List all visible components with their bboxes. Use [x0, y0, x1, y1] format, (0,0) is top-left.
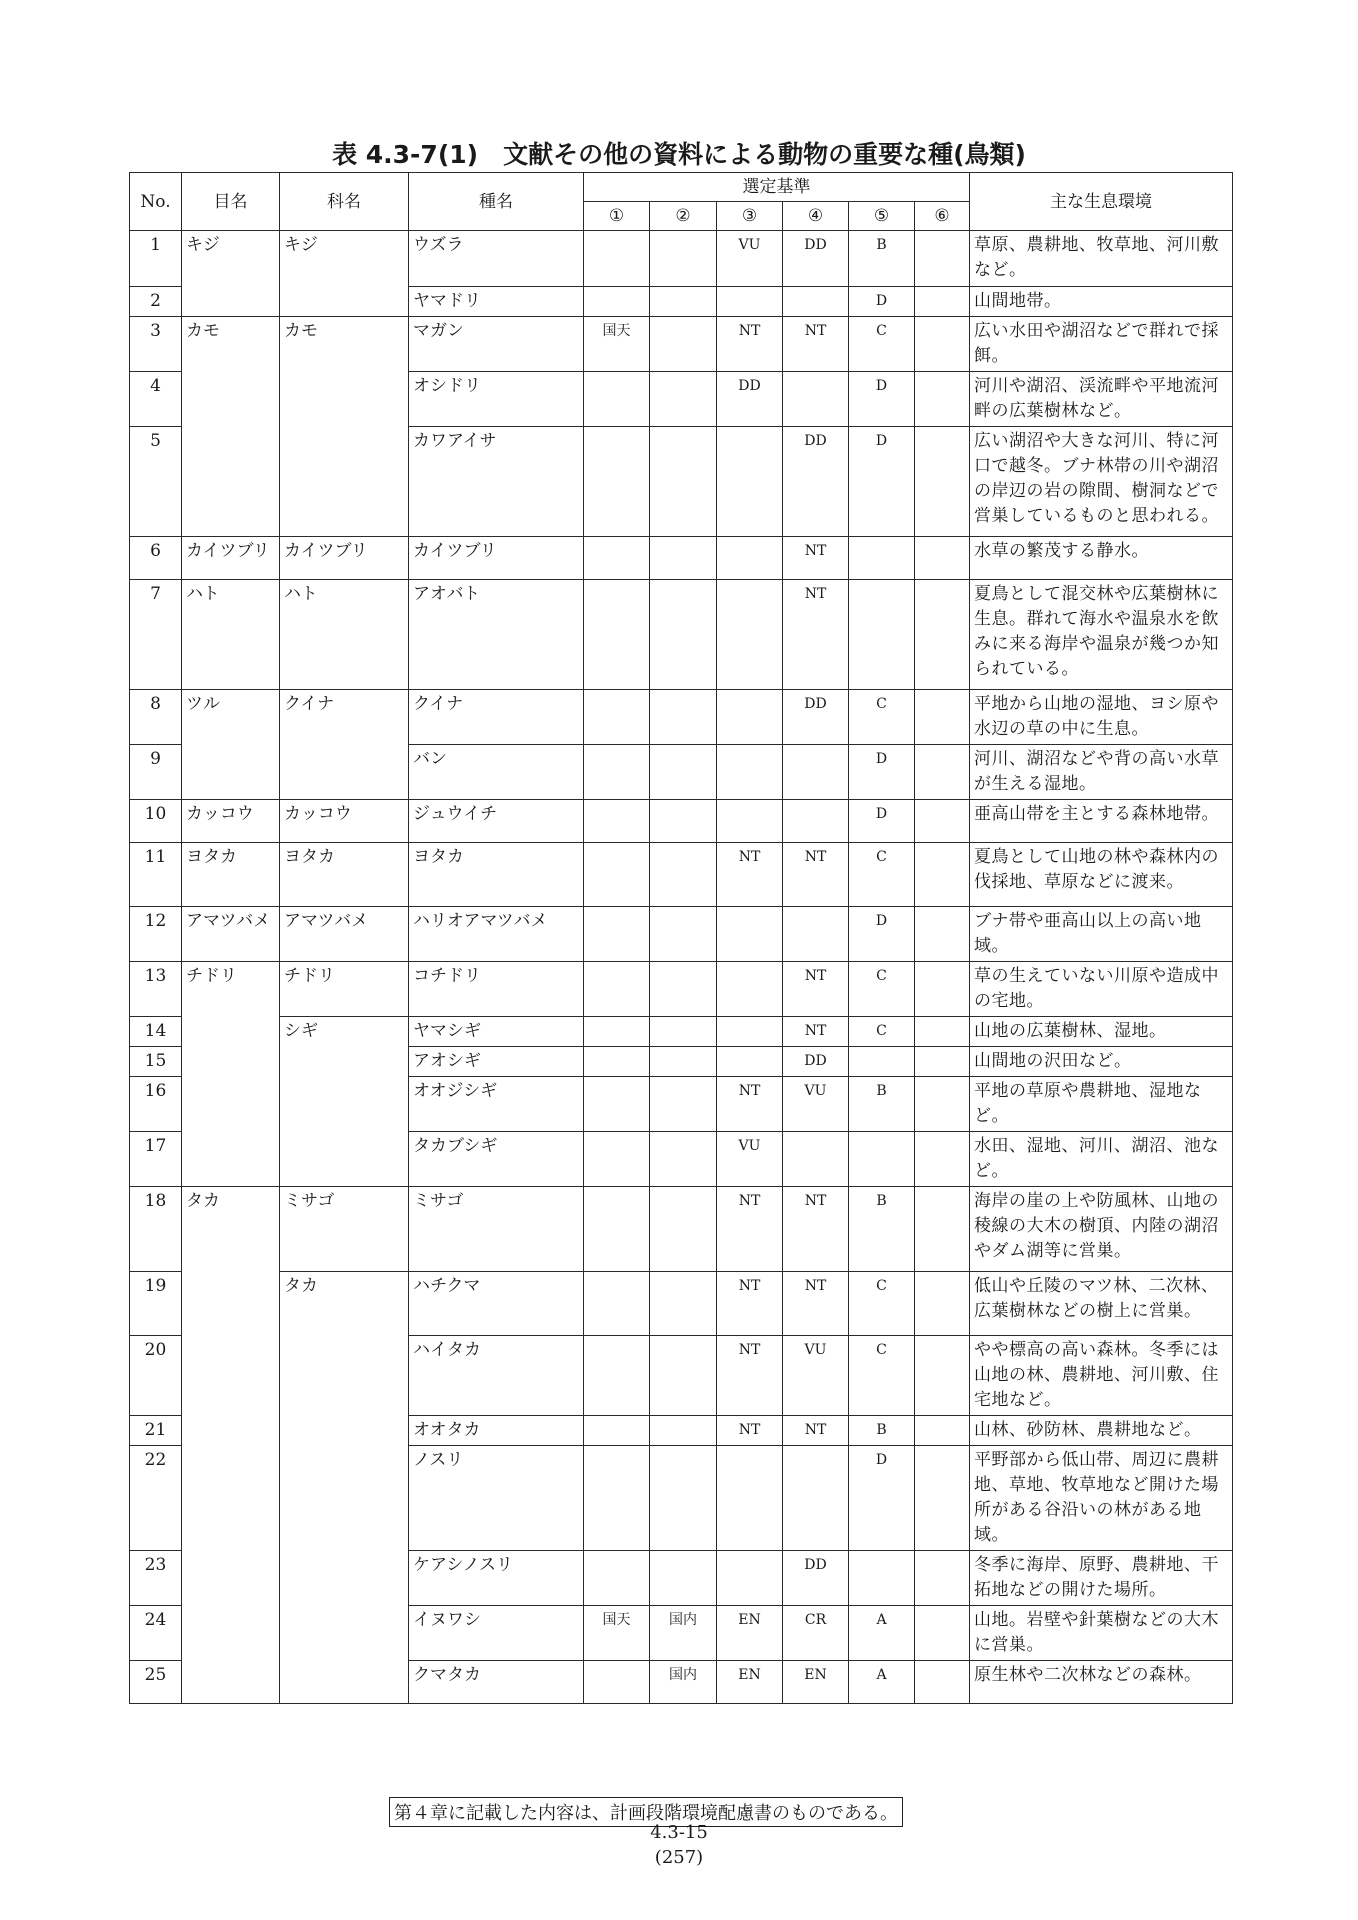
cell-criterion-1 — [584, 1017, 650, 1047]
cell-criterion-5 — [849, 1047, 915, 1077]
cell-criterion-6 — [915, 427, 970, 537]
cell-order: ハト — [182, 580, 280, 690]
cell-criterion-4: NT — [783, 1017, 849, 1047]
cell-criterion-6 — [915, 800, 970, 843]
cell-species: ハチクマ — [409, 1272, 584, 1336]
cell-family: タカ — [280, 1272, 409, 1704]
cell-criterion-2 — [650, 962, 717, 1017]
cell-no: 23 — [130, 1551, 182, 1606]
cell-criterion-4: VU — [783, 1077, 849, 1132]
cell-family: カッコウ — [280, 800, 409, 843]
cell-family: カイツブリ — [280, 537, 409, 580]
cell-criterion-1 — [584, 287, 650, 317]
cell-habitat: 広い水田や湖沼などで群れで採餌。 — [970, 317, 1233, 372]
cell-no: 22 — [130, 1446, 182, 1551]
cell-criterion-3: DD — [717, 372, 783, 427]
cell-criterion-4: DD — [783, 231, 849, 287]
cell-habitat: 海岸の崖の上や防風林、山地の稜線の大木の樹頂、内陸の湖沼やダム湖等に営巣。 — [970, 1187, 1233, 1272]
cell-criterion-2 — [650, 1551, 717, 1606]
cell-criterion-5: B — [849, 1077, 915, 1132]
cell-criterion-3 — [717, 580, 783, 690]
page-number: 4.3-15 — [650, 1822, 708, 1843]
cell-criterion-5 — [849, 537, 915, 580]
cell-species: ヤマシギ — [409, 1017, 584, 1047]
cell-habitat: 原生林や二次林などの森林。 — [970, 1661, 1233, 1704]
cell-criterion-4: NT — [783, 580, 849, 690]
cell-habitat: 亜高山帯を主とする森林地帯。 — [970, 800, 1233, 843]
table-row — [130, 231, 1233, 287]
cell-criterion-2 — [650, 800, 717, 843]
cell-species: マガン — [409, 317, 584, 372]
cell-habitat: 河川や湖沼、渓流畔や平地流河畔の広葉樹林など。 — [970, 372, 1233, 427]
cell-criterion-5: C — [849, 690, 915, 745]
cell-habitat: 草原、農耕地、牧草地、河川敷など。 — [970, 231, 1233, 287]
table-row — [130, 1272, 1233, 1336]
cell-criterion-4: DD — [783, 690, 849, 745]
cell-habitat: 山林、砂防林、農耕地など。 — [970, 1416, 1233, 1446]
cell-criterion-1 — [584, 1336, 650, 1416]
cell-criterion-3 — [717, 800, 783, 843]
cell-criterion-4: NT — [783, 962, 849, 1017]
cell-criterion-5: C — [849, 317, 915, 372]
cell-criterion-4: DD — [783, 1047, 849, 1077]
cell-criterion-6 — [915, 1336, 970, 1416]
header-criterion-3: ③ — [717, 202, 783, 231]
cell-species: タカブシギ — [409, 1132, 584, 1187]
cell-criterion-2 — [650, 580, 717, 690]
species-table — [129, 172, 1233, 1704]
cell-species: オオタカ — [409, 1416, 584, 1446]
cell-criterion-4 — [783, 800, 849, 843]
cell-no: 8 — [130, 690, 182, 745]
cell-no: 1 — [130, 231, 182, 287]
cell-criterion-6 — [915, 1446, 970, 1551]
cell-criterion-6 — [915, 317, 970, 372]
cell-criterion-5: D — [849, 372, 915, 427]
cell-criterion-1 — [584, 537, 650, 580]
cell-criterion-6 — [915, 372, 970, 427]
cell-habitat: 平地の草原や農耕地、湿地など。 — [970, 1077, 1233, 1132]
cell-family: クイナ — [280, 690, 409, 800]
cell-criterion-6 — [915, 231, 970, 287]
cell-criterion-3 — [717, 427, 783, 537]
cell-criterion-6 — [915, 1017, 970, 1047]
cell-criterion-1 — [584, 1272, 650, 1336]
cell-criterion-2: 国内 — [650, 1606, 717, 1661]
cell-criterion-4: NT — [783, 843, 849, 907]
header-order: 目名 — [182, 173, 280, 231]
cell-criterion-1 — [584, 745, 650, 800]
cell-criterion-3: VU — [717, 231, 783, 287]
cell-species: アオバト — [409, 580, 584, 690]
cell-criterion-6 — [915, 1077, 970, 1132]
cell-no: 21 — [130, 1416, 182, 1446]
cell-criterion-3 — [717, 745, 783, 800]
cell-criterion-3: EN — [717, 1661, 783, 1704]
header-family: 科名 — [280, 173, 409, 231]
cell-habitat: 夏鳥として山地の林や森林内の伐採地、草原などに渡来。 — [970, 843, 1233, 907]
cell-criterion-3: EN — [717, 1606, 783, 1661]
cell-criterion-4 — [783, 287, 849, 317]
cell-order: チドリ — [182, 962, 280, 1187]
chapter-note: 第４章に記載した内容は、計画段階環境配慮書のものである。 — [389, 1797, 903, 1827]
cell-criterion-2 — [650, 317, 717, 372]
cell-criterion-5 — [849, 1551, 915, 1606]
cell-criterion-5: D — [849, 800, 915, 843]
cell-criterion-2: 国内 — [650, 1661, 717, 1704]
cell-criterion-3: NT — [717, 1187, 783, 1272]
table-body — [130, 231, 1233, 1704]
cell-criterion-6 — [915, 1132, 970, 1187]
cell-species: ケアシノスリ — [409, 1551, 584, 1606]
cell-no: 5 — [130, 427, 182, 537]
cell-order: カイツブリ — [182, 537, 280, 580]
table-title: 表 4.3-7(1) 文献その他の資料による動物の重要な種(鳥類) — [332, 140, 1026, 169]
cell-criterion-5 — [849, 580, 915, 690]
cell-criterion-3 — [717, 690, 783, 745]
table-row — [130, 317, 1233, 372]
cell-criterion-5: C — [849, 1336, 915, 1416]
cell-species: カワアイサ — [409, 427, 584, 537]
cell-species: オオジシギ — [409, 1077, 584, 1132]
cell-criterion-1 — [584, 1416, 650, 1446]
table-row — [130, 537, 1233, 580]
cell-criterion-3: NT — [717, 1416, 783, 1446]
cell-criterion-3 — [717, 1047, 783, 1077]
cell-habitat: 草の生えていない川原や造成中の宅地。 — [970, 962, 1233, 1017]
cell-criterion-1 — [584, 962, 650, 1017]
cell-criterion-1 — [584, 1077, 650, 1132]
cell-family: シギ — [280, 1017, 409, 1187]
cell-criterion-2 — [650, 372, 717, 427]
header-criterion-5: ⑤ — [849, 202, 915, 231]
cell-criterion-4 — [783, 745, 849, 800]
cell-criterion-1 — [584, 231, 650, 287]
cell-criterion-1 — [584, 372, 650, 427]
cell-no: 19 — [130, 1272, 182, 1336]
cell-order: ツル — [182, 690, 280, 800]
cell-criterion-1 — [584, 1132, 650, 1187]
cell-criterion-1 — [584, 907, 650, 962]
cell-criterion-1: 国天 — [584, 1606, 650, 1661]
table-row — [130, 800, 1233, 843]
cell-order: タカ — [182, 1187, 280, 1704]
page-number-total: (257) — [654, 1847, 704, 1868]
cell-criterion-4 — [783, 1132, 849, 1187]
cell-criterion-4: CR — [783, 1606, 849, 1661]
cell-criterion-4 — [783, 1446, 849, 1551]
cell-criterion-2 — [650, 231, 717, 287]
cell-criterion-5: D — [849, 287, 915, 317]
cell-criterion-6 — [915, 1551, 970, 1606]
cell-criterion-4: NT — [783, 1187, 849, 1272]
cell-criterion-6 — [915, 745, 970, 800]
header-criterion-1: ① — [584, 202, 650, 231]
cell-order: ヨタカ — [182, 843, 280, 907]
cell-criterion-2 — [650, 537, 717, 580]
cell-species: オシドリ — [409, 372, 584, 427]
cell-order: アマツバメ — [182, 907, 280, 962]
cell-order: カモ — [182, 317, 280, 537]
cell-criterion-3: NT — [717, 1336, 783, 1416]
cell-criterion-2 — [650, 1077, 717, 1132]
cell-species: ハリオアマツバメ — [409, 907, 584, 962]
cell-species: バン — [409, 745, 584, 800]
cell-criterion-2 — [650, 690, 717, 745]
cell-criterion-5: C — [849, 1272, 915, 1336]
cell-species: クマタカ — [409, 1661, 584, 1704]
cell-no: 24 — [130, 1606, 182, 1661]
cell-order: カッコウ — [182, 800, 280, 843]
header-habitat: 主な生息環境 — [970, 173, 1233, 231]
cell-criterion-2 — [650, 1047, 717, 1077]
cell-species: イヌワシ — [409, 1606, 584, 1661]
header-criterion-6: ⑥ — [915, 202, 970, 231]
cell-criterion-3 — [717, 907, 783, 962]
cell-criterion-6 — [915, 1661, 970, 1704]
cell-species: ウズラ — [409, 231, 584, 287]
cell-criterion-4: EN — [783, 1661, 849, 1704]
cell-family: チドリ — [280, 962, 409, 1017]
cell-criterion-3 — [717, 287, 783, 317]
table-row — [130, 907, 1233, 962]
cell-criterion-6 — [915, 843, 970, 907]
cell-criterion-3 — [717, 1017, 783, 1047]
cell-criterion-5: C — [849, 843, 915, 907]
header-criteria: 選定基準 — [584, 173, 970, 202]
cell-criterion-5: D — [849, 745, 915, 800]
cell-criterion-2 — [650, 1272, 717, 1336]
cell-criterion-4: VU — [783, 1336, 849, 1416]
cell-criterion-2 — [650, 907, 717, 962]
cell-no: 10 — [130, 800, 182, 843]
cell-criterion-6 — [915, 962, 970, 1017]
header-criterion-4: ④ — [783, 202, 849, 231]
table-row — [130, 580, 1233, 690]
table-row — [130, 1187, 1233, 1272]
cell-no: 11 — [130, 843, 182, 907]
cell-habitat: 河川、湖沼などや背の高い水草が生える湿地。 — [970, 745, 1233, 800]
cell-no: 3 — [130, 317, 182, 372]
cell-criterion-2 — [650, 287, 717, 317]
cell-criterion-2 — [650, 1336, 717, 1416]
cell-no: 9 — [130, 745, 182, 800]
cell-no: 12 — [130, 907, 182, 962]
cell-habitat: 水田、湿地、河川、湖沼、池など。 — [970, 1132, 1233, 1187]
cell-criterion-5: D — [849, 1446, 915, 1551]
cell-criterion-4: NT — [783, 1416, 849, 1446]
cell-no: 2 — [130, 287, 182, 317]
cell-criterion-5: C — [849, 1017, 915, 1047]
table-row — [130, 1017, 1233, 1047]
cell-habitat: 山間地の沢田など。 — [970, 1047, 1233, 1077]
cell-habitat: 水草の繁茂する静水。 — [970, 537, 1233, 580]
cell-no: 4 — [130, 372, 182, 427]
cell-no: 16 — [130, 1077, 182, 1132]
cell-criterion-3: NT — [717, 843, 783, 907]
cell-criterion-5: B — [849, 1187, 915, 1272]
cell-family: カモ — [280, 317, 409, 537]
cell-criterion-6 — [915, 690, 970, 745]
cell-habitat: 平野部から低山帯、周辺に農耕地、草地、牧草地など開けた場所がある谷沿いの林がある地域。 — [970, 1446, 1233, 1551]
cell-criterion-4: NT — [783, 1272, 849, 1336]
cell-criterion-1 — [584, 1661, 650, 1704]
cell-family: ミサゴ — [280, 1187, 409, 1272]
cell-order: キジ — [182, 231, 280, 317]
cell-species: コチドリ — [409, 962, 584, 1017]
cell-criterion-6 — [915, 537, 970, 580]
cell-criterion-1 — [584, 1187, 650, 1272]
cell-criterion-3 — [717, 962, 783, 1017]
cell-criterion-4 — [783, 372, 849, 427]
cell-criterion-5: D — [849, 907, 915, 962]
cell-species: カイツブリ — [409, 537, 584, 580]
cell-no: 17 — [130, 1132, 182, 1187]
cell-species: ノスリ — [409, 1446, 584, 1551]
cell-criterion-1 — [584, 427, 650, 537]
cell-criterion-6 — [915, 580, 970, 690]
cell-criterion-2 — [650, 843, 717, 907]
cell-habitat: 低山や丘陵のマツ林、二次林、広葉樹林などの樹上に営巣。 — [970, 1272, 1233, 1336]
cell-criterion-1 — [584, 843, 650, 907]
cell-criterion-4: NT — [783, 317, 849, 372]
cell-no: 25 — [130, 1661, 182, 1704]
cell-family: ハト — [280, 580, 409, 690]
cell-criterion-3 — [717, 537, 783, 580]
cell-criterion-2 — [650, 1132, 717, 1187]
cell-species: クイナ — [409, 690, 584, 745]
cell-criterion-1 — [584, 1047, 650, 1077]
cell-habitat: 冬季に海岸、原野、農耕地、干拓地などの開けた場所。 — [970, 1551, 1233, 1606]
cell-habitat: 山地。岩壁や針葉樹などの大木に営巣。 — [970, 1606, 1233, 1661]
cell-no: 6 — [130, 537, 182, 580]
header-no: No. — [130, 173, 182, 231]
cell-criterion-6 — [915, 1272, 970, 1336]
cell-criterion-1 — [584, 1551, 650, 1606]
cell-family: ヨタカ — [280, 843, 409, 907]
cell-criterion-2 — [650, 745, 717, 800]
cell-criterion-2 — [650, 1017, 717, 1047]
table-row — [130, 962, 1233, 1017]
cell-criterion-2 — [650, 427, 717, 537]
cell-criterion-4: DD — [783, 427, 849, 537]
cell-criterion-1: 国天 — [584, 317, 650, 372]
cell-criterion-4: DD — [783, 1551, 849, 1606]
cell-no: 7 — [130, 580, 182, 690]
table-row — [130, 843, 1233, 907]
cell-family: アマツバメ — [280, 907, 409, 962]
cell-criterion-3: NT — [717, 1272, 783, 1336]
cell-criterion-2 — [650, 1446, 717, 1551]
cell-criterion-3: NT — [717, 1077, 783, 1132]
cell-criterion-6 — [915, 1047, 970, 1077]
cell-no: 20 — [130, 1336, 182, 1416]
header-criterion-2: ② — [650, 202, 717, 231]
cell-criterion-6 — [915, 287, 970, 317]
cell-habitat: 平地から山地の湿地、ヨシ原や水辺の草の中に生息。 — [970, 690, 1233, 745]
cell-criterion-6 — [915, 1606, 970, 1661]
cell-habitat: 夏鳥として混交林や広葉樹林に生息。群れて海水や温泉水を飲みに来る海岸や温泉が幾つか知られている。 — [970, 580, 1233, 690]
cell-species: ヨタカ — [409, 843, 584, 907]
cell-criterion-4: NT — [783, 537, 849, 580]
cell-criterion-6 — [915, 1416, 970, 1446]
cell-criterion-5: A — [849, 1661, 915, 1704]
cell-criterion-1 — [584, 580, 650, 690]
cell-criterion-3 — [717, 1551, 783, 1606]
cell-criterion-5: C — [849, 962, 915, 1017]
cell-criterion-5: B — [849, 231, 915, 287]
cell-criterion-3: NT — [717, 317, 783, 372]
cell-species: アオシギ — [409, 1047, 584, 1077]
cell-habitat: やや標高の高い森林。冬季には山地の林、農耕地、河川敷、住宅地など。 — [970, 1336, 1233, 1416]
cell-species: ミサゴ — [409, 1187, 584, 1272]
cell-habitat: ブナ帯や亜高山以上の高い地域。 — [970, 907, 1233, 962]
cell-species: ハイタカ — [409, 1336, 584, 1416]
cell-criterion-5: B — [849, 1416, 915, 1446]
cell-no: 13 — [130, 962, 182, 1017]
cell-no: 18 — [130, 1187, 182, 1272]
cell-no: 14 — [130, 1017, 182, 1047]
cell-criterion-5 — [849, 1132, 915, 1187]
cell-criterion-1 — [584, 800, 650, 843]
cell-no: 15 — [130, 1047, 182, 1077]
cell-criterion-3: VU — [717, 1132, 783, 1187]
cell-criterion-6 — [915, 907, 970, 962]
cell-criterion-6 — [915, 1187, 970, 1272]
header-species: 種名 — [409, 173, 584, 231]
cell-criterion-4 — [783, 907, 849, 962]
cell-criterion-1 — [584, 690, 650, 745]
cell-criterion-5: D — [849, 427, 915, 537]
cell-habitat: 山地の広葉樹林、湿地。 — [970, 1017, 1233, 1047]
cell-species: ジュウイチ — [409, 800, 584, 843]
cell-criterion-5: A — [849, 1606, 915, 1661]
cell-family: キジ — [280, 231, 409, 317]
cell-species: ヤマドリ — [409, 287, 584, 317]
cell-habitat: 山間地帯。 — [970, 287, 1233, 317]
cell-criterion-2 — [650, 1416, 717, 1446]
cell-habitat: 広い湖沼や大きな河川、特に河口で越冬。ブナ林帯の川や湖沼の岸辺の岩の隙間、樹洞などで営巣しているものと思われる。 — [970, 427, 1233, 537]
cell-criterion-3 — [717, 1446, 783, 1551]
table-row — [130, 690, 1233, 745]
cell-criterion-2 — [650, 1187, 717, 1272]
cell-criterion-1 — [584, 1446, 650, 1551]
